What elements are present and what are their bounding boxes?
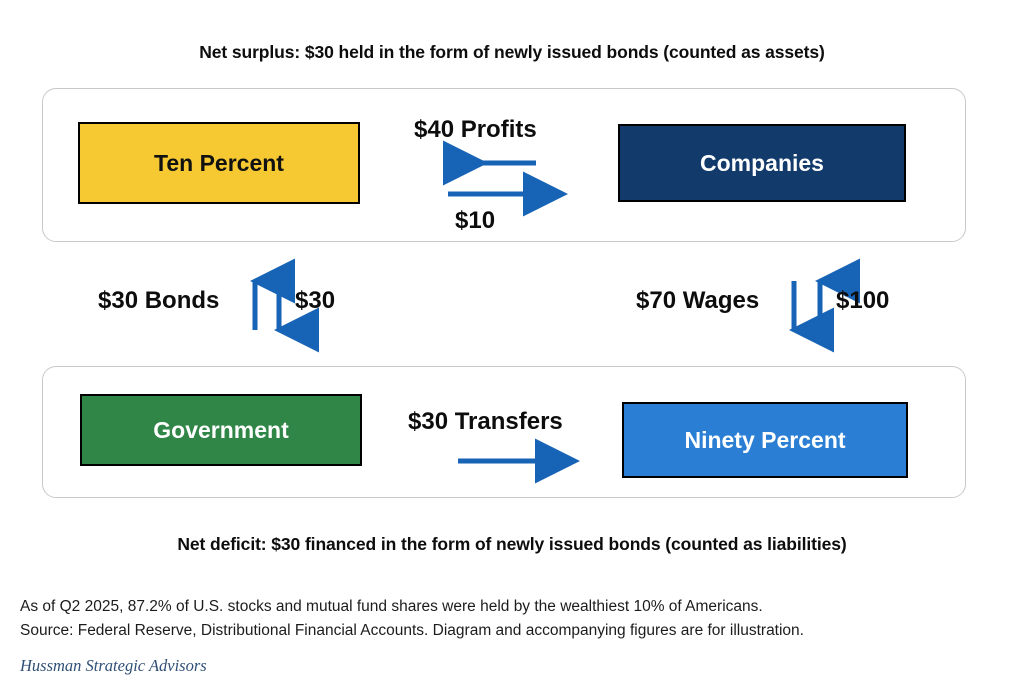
footnote-line-2: Source: Federal Reserve, Distributional Financial Accounts. Diagram and accompanying figures are for illustration. bbox=[20, 622, 804, 639]
entity-government-label: Government bbox=[153, 416, 289, 443]
entity-ten-percent bbox=[78, 122, 360, 204]
flow-label-spending: $100 bbox=[836, 287, 890, 314]
source-attribution: Hussman Strategic Advisors bbox=[20, 656, 207, 675]
entity-government bbox=[80, 394, 362, 466]
entity-ninety-percent-label: Ninety Percent bbox=[684, 426, 846, 453]
flow-label-profits: $40 Profits bbox=[414, 116, 537, 143]
caption-bottom: Net deficit: $30 financed in the form of newly issued bonds (counted as liabilities) bbox=[177, 534, 847, 554]
flow-label-bonds-cash: $30 bbox=[295, 287, 336, 314]
entity-companies bbox=[618, 124, 906, 202]
caption-top: Net surplus: $30 held in the form of newly issued bonds (counted as assets) bbox=[199, 42, 825, 62]
flow-label-ten-back: $10 bbox=[455, 207, 496, 234]
entity-ten-percent-label: Ten Percent bbox=[154, 149, 284, 176]
entity-ninety-percent bbox=[622, 402, 908, 478]
flow-label-bonds: $30 Bonds bbox=[98, 287, 220, 314]
entity-companies-label: Companies bbox=[700, 149, 824, 176]
flow-label-wages: $70 Wages bbox=[636, 287, 760, 314]
flow-label-transfers: $30 Transfers bbox=[408, 408, 563, 435]
footnote-line-1: As of Q2 2025, 87.2% of U.S. stocks and mutual fund shares were held by the wealthiest 10% of Americans. bbox=[20, 598, 763, 615]
